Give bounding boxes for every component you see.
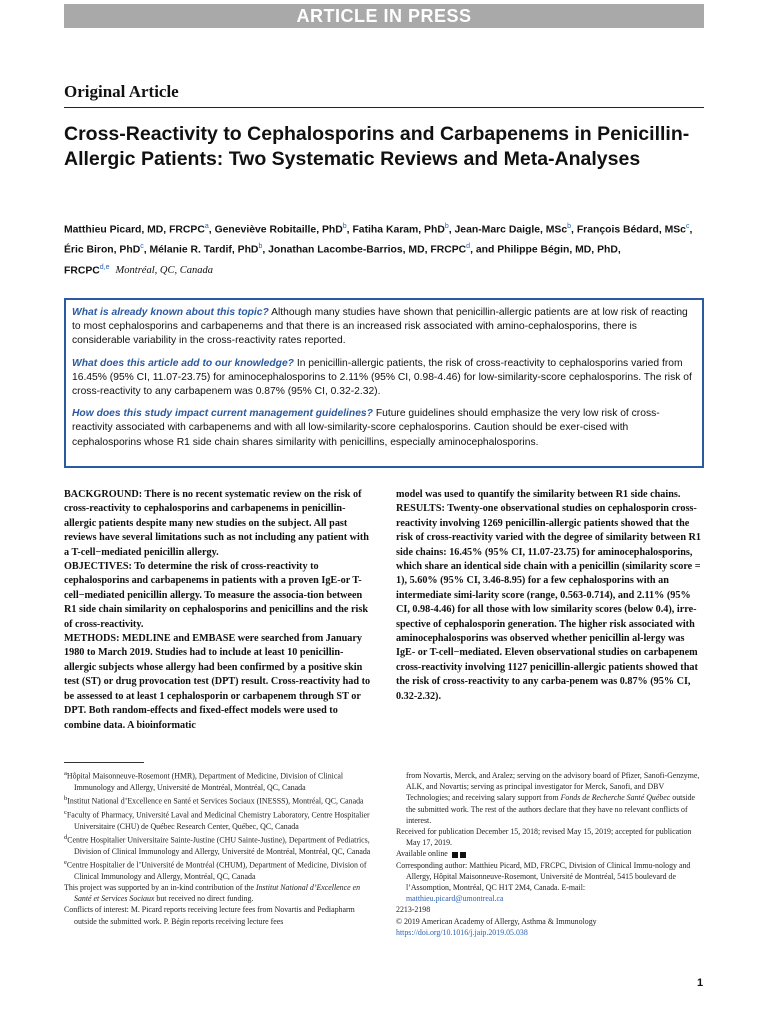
key-point-question: What is already known about this topic?	[72, 307, 269, 318]
email-link[interactable]: matthieu.picard@umontreal.ca	[406, 894, 504, 904]
abstract-paragraph: METHODS: MEDLINE and EMBASE were searched from January 1980 to March 2019. Studies had to include at least 10 penicillin-allergic subjects whose allergy had been confirmed by a positive skin test (ST) or drug provocation test (DPT) result. Cross-reactivity had to be assessed to at least 1 cephalosporin or carbapenem through ST or DPT. Both random-effects and fixed-effect models were used to combine data. A bioinformatic	[64, 633, 371, 731]
affiliation-mark: b	[444, 223, 449, 230]
affiliation-mark: b	[258, 243, 263, 251]
abstract-left-column	[64, 488, 372, 733]
author-location: Montréal, QC, Canada	[115, 265, 213, 277]
available-online: Available online	[396, 848, 706, 859]
footnotes-left	[64, 768, 374, 927]
author-name: Mélanie R. Tardif, PhD	[149, 244, 259, 256]
affiliation-mark: c	[140, 243, 144, 251]
footnotes-right	[396, 770, 706, 938]
affiliation-mark: c	[685, 223, 690, 230]
abstract-paragraph: RESULTS: Twenty-one observational studies on cephalosporin cross-reactivity involving 1269 penicillin-allergic patients showed that the risk of cross-reactivity varied with the degree of similarity between R1 side chains: 16.45% (95% CI, 11.07-23.75) for aminocephalosporins, which share an identical side chain with a penicillin (similarity score = 1), 5.60% (95% CI, 3.46-8.95) for a few cephalosporins with an intermediate simi-larity score (range, 0.563-0.714), and 2.11% (95% CI, 0.98-4.46) for all those with low similarity scores (below 0.4), irre-spective of cephalosporin generation. The higher risk associated with aminocephalosporins was observed whether penicillin al-lergy was IgE- or T-cell−mediated. Eleven observational studies on carbapenem cross-reactivity involving 1127 penicillin-allergic patients showed that the risk of cross-reactivity to any carba-penem was 0.87% (95% CI, 0.32-2.32).	[396, 503, 701, 702]
section-divider	[64, 107, 704, 108]
affiliation-footnote: $^a$Hôpital Maisonneuve-Rosemont (HMR), Department of Medicine, Division of Clinical Immunology and Allergy, Université de Montréal, Montréal, QC, Canada	[64, 770, 344, 792]
conflicts-continued: from Novartis, Merck, and Aralez; serving on the advisory board of Pfizer, Sanofi-Genzyme, ALK, and Novartis; serving as principal investigator for Merck, Sanofi, and DBV Technologies; and receiving salary support from Fonds de Recherche Santé Québec outside the submitted work. The rest of the authors declare that they have no relevant conflicts of interest.	[406, 771, 700, 825]
square-icon	[452, 852, 458, 858]
affiliation-mark: d,e	[99, 263, 110, 271]
author-name: Geneviève Robitaille, PhD	[214, 224, 343, 236]
author-name: Jonathan Lacombe-Barrios, MD, FRCPC	[268, 244, 467, 256]
key-point	[72, 357, 696, 400]
affiliation-mark: b	[342, 223, 347, 230]
issn: 2213-2198	[396, 905, 431, 915]
affiliation-footnote: $^e$Centre Hospitalier de l’Université de Montréal (CHUM), Department of Medicine, Division of Clinical Immunology and Allergy, Montréal, QC, Canada	[64, 858, 367, 881]
author-list: Matthieu Picard, MD, FRCPC$^a$, Geneviève Robitaille, PhD$^b$, Fatiha Karam, PhD$^b$, Jean-Marc Daigle, MSc$^b$, François Bédard, MSc$^c$, Éric Biron, PhD$^c$, Mélanie R. Tardif, PhD$^b$, Jonathan Lacombe-Barrios, MD, FRCPC$^d$, and Philippe Bégin, MD, PhD, FRCPC$^{d,e}$ Montréal, QC, Canada	[64, 223, 693, 277]
page-number: 1	[697, 977, 704, 989]
footnote-divider	[64, 762, 144, 763]
abstract-paragraph: model was used to quantify the similarity between R1 side chains.	[396, 489, 681, 500]
copyright: © 2019 American Academy of Allergy, Asthma & Immunology	[396, 916, 597, 926]
author-name: Matthieu Picard, MD, FRCPC	[64, 224, 205, 236]
key-point	[72, 407, 696, 450]
article-in-press-banner: ARTICLE IN PRESS	[64, 4, 704, 28]
section-label: Original Article	[64, 82, 179, 101]
abstract-paragraph: OBJECTIVES: To determine the risk of cross-reactivity to cephalosporins and carbapenems in patients with a proven IgE-or T-cell−mediated penicillin allergy. To measure the associa-tion between R1 side chain similarity on cephalosporins and penicillins and the risk of cross-reactivity.	[64, 561, 368, 630]
abstract-right-column	[396, 488, 704, 704]
doi-link[interactable]: https://doi.org/10.1016/j.jaip.2019.05.038	[396, 927, 528, 937]
affiliation-mark: b	[567, 223, 572, 230]
affiliation-mark: d	[466, 243, 471, 251]
key-point-question: How does this study impact current management guidelines?	[72, 408, 373, 420]
author-name: Éric Biron, PhD	[64, 244, 141, 256]
abstract-paragraph: BACKGROUND: There is no recent systematic review on the risk of cross-reactivity to cephalosporins and carbapenems in penicillin-allergic patients despite many new studies on the subject. All past reviews have several limitations such as not including any patient with a T-cell−mediated penicillin allergy.	[64, 489, 369, 558]
affiliation-footnote: $^b$Institut National d’Excellence en Santé et Services Sociaux (INESSS), Montréal, QC, Canada	[64, 795, 364, 806]
key-point-answer: Future guidelines should emphasize the very low risk of cross-reactivity associated with carbapenems and with all low-similarity-score cephalosporins. Caution should be exer-cised with cephalosporins whose R1 side chain shares similarity with penicillins, especially aminocephalosporins.	[72, 408, 660, 448]
key-point-question: What does this article add to our knowledge?	[72, 357, 294, 369]
conflicts-note: Conflicts of interest: M. Picard reports receiving lecture fees from Novartis and Pediapharm outside the submitted work. P. Bégin reports receiving lecture fees	[64, 905, 355, 926]
funding-note: This project was supported by an in-kind contribution of the Institut National d’Excellence en Santé et Services Sociaux but received no direct funding.	[64, 882, 361, 904]
key-point	[72, 306, 696, 349]
corresponding-author: Corresponding author: Matthieu Picard, MD, FRCPC, Division of Clinical Immu-nology and Allergy, Hôpital Maisonneuve-Rosemont, Université de Montréal, 5415 boulevard de l’Assomption, Montréal, QC H1T 2M4, Canada. E-mail:	[396, 860, 691, 893]
key-point-answer: Although many studies have shown that penicillin-allergic patients are at low risk of reacting to most cephalosporins and carbapenems and that there is an increased risk associated with amino-cephalosporins, there is considerable variability in the cross-reactivity rates reported.	[72, 307, 688, 347]
key-points-box	[64, 298, 704, 468]
author-name: Fatiha Karam, PhD	[352, 224, 445, 236]
article-title: Cross-Reactivity to Cephalosporins and Carbapenems in Penicillin-Allergic Patients: Two Systematic Reviews and Meta-Analyses	[64, 123, 690, 170]
author-name: Jean-Marc Daigle, MSc	[454, 224, 568, 236]
author-name: Philippe Bégin, MD, PhD, FRCPC	[64, 244, 621, 277]
received-dates: Received for publication December 15, 2018; revised May 15, 2019; accepted for publication May 17, 2019.	[396, 827, 692, 848]
affiliation-footnote: $^d$Centre Hospitalier Universitaire Sainte-Justine (CHU Sainte-Justine), Department of Pediatrics, Division of Clinical Immunology and Allergy, Université de Montréal, Montréal, QC, Canada	[64, 833, 371, 856]
square-icon	[460, 852, 466, 858]
author-name: François Bédard, MSc	[576, 224, 686, 236]
affiliation-mark: a	[204, 223, 209, 230]
key-point-answer: In penicillin-allergic patients, the risk of cross-reactivity to cephalosporins varied from 16.45% (95% CI, 11.07-23.75) for aminocephalosporins to 2.11% (95% CI, 0.98-4.46) for low-similarity-score cephalosporins. The risk of cross-reactivity to any carbapenem was 0.87% (95% CI, 0.32-2.32).	[72, 357, 692, 398]
affiliation-footnote: $^c$Faculty of Pharmacy, Université Laval and Medicinal Chemistry Laboratory, Centre Hospitalier Universitaire (CHU) de Québec Research Center, Québec, QC, Canada	[64, 808, 370, 831]
